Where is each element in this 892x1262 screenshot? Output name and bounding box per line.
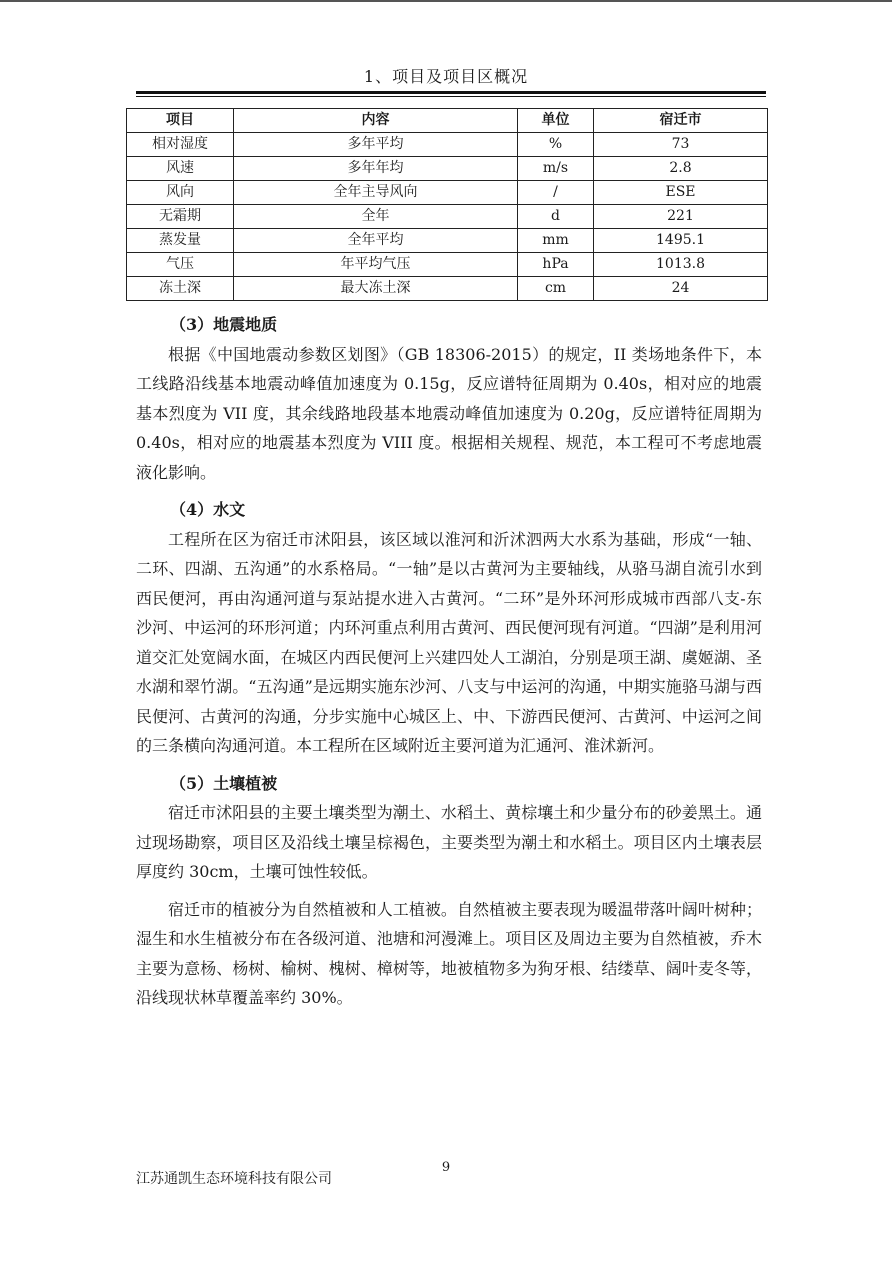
table-cell: hPa bbox=[518, 253, 594, 277]
table-cell: m/s bbox=[518, 157, 594, 181]
table-cell: 无霜期 bbox=[127, 205, 234, 229]
table-cell: mm bbox=[518, 229, 594, 253]
table-cell: / bbox=[518, 181, 594, 205]
running-header-title: 1、项目及项目区概况 bbox=[363, 67, 529, 86]
table-row bbox=[127, 205, 768, 229]
table-row bbox=[127, 253, 768, 277]
paragraph-seismic: 根据《中国地震动参数区划图》（GB 18306-2015）的规定，II 类场地条件下，本工线路沿线基本地震动峰值加速度为 0.15g，反应谱特征周期为 0.40s，相对应的地震基本烈度为 VII 度，其余线路地段基本地震动峰值加速度为 0.20g，反应谱特征周期为 0.40s，相对应的地震基本烈度为 VIII 度。根据相关规程、规范，本工程可不考虑地震液化影响。 bbox=[136, 344, 762, 482]
table-cell: 气压 bbox=[127, 253, 234, 277]
table-cell: 年平均气压 bbox=[234, 253, 518, 277]
table-cell: ESE bbox=[594, 181, 768, 205]
table-header-cell: 宿迁市 bbox=[594, 109, 768, 133]
table-cell: 221 bbox=[594, 205, 768, 229]
table-cell: 73 bbox=[594, 133, 768, 157]
page-number: 9 bbox=[441, 1160, 451, 1175]
table-cell: 全年 bbox=[234, 205, 518, 229]
header-rule-thick bbox=[136, 91, 766, 94]
table-header-cell: 项目 bbox=[127, 109, 234, 133]
table-cell: 1013.8 bbox=[594, 253, 768, 277]
table-cell: 24 bbox=[594, 277, 768, 301]
body-content bbox=[136, 310, 762, 1013]
table-row bbox=[127, 277, 768, 301]
table-cell: 冻土深 bbox=[127, 277, 234, 301]
table-cell: 1495.1 bbox=[594, 229, 768, 253]
table-cell: cm bbox=[518, 277, 594, 301]
paragraph-hydrology: 工程所在区为宿迁市沭阳县，该区域以淮河和沂沭泗两大水系为基础，形成“一轴、二环、四湖、五沟通”的水系格局。“一轴”是以古黄河为主要轴线，从骆马湖自流引水到西民便河，再由沟通河道与泵站提水进入古黄河。“二环”是外环河形成城市西部八支-东沙河、中运河的环形河道；内环河重点利用古黄河、西民便河现有河道。“四湖”是利用河道交汇处宽阔水面，在城区内西民便河上兴建四处人工湖泊，分别是项王湖、虞姬湖、圣水湖和翠竹湖。“五沟通”是远期实施东沙河、八支与中运河的沟通，中期实施骆马湖与西民便河、古黄河的沟通，分步实施中心城区上、中、下游西民便河、古黄河、中运河之间的三条横向沟通河道。本工程所在区域附近主要河道为汇通河、淮沭新河。 bbox=[136, 529, 762, 755]
table-cell: 最大冻土深 bbox=[234, 277, 518, 301]
table-cell: % bbox=[518, 133, 594, 157]
table-cell: 2.8 bbox=[594, 157, 768, 181]
table-row bbox=[127, 181, 768, 205]
table-cell: 多年平均 bbox=[234, 133, 518, 157]
footer-company-name: 江苏通凯生态环境科技有限公司 bbox=[136, 1171, 332, 1187]
section-heading-seismic: （3）地震地质 bbox=[170, 315, 278, 334]
table-cell: 全年平均 bbox=[234, 229, 518, 253]
climate-table bbox=[126, 108, 768, 301]
table-cell: 多年年均 bbox=[234, 157, 518, 181]
table-cell: 风速 bbox=[127, 157, 234, 181]
table-row bbox=[127, 133, 768, 157]
table-row bbox=[127, 229, 768, 253]
page-top-border bbox=[0, 0, 892, 2]
table-header-cell: 内容 bbox=[234, 109, 518, 133]
paragraph-vegetation: 宿迁市的植被分为自然植被和人工植被。自然植被主要表现为暖温带落叶阔叶树种；湿生和水生植被分布在各级河道、池塘和河漫滩上。项目区及周边主要为自然植被，乔木主要为意杨、杨树、榆树、槐树、樟树等，地被植物多为狗牙根、结缕草、阔叶麦冬等，沿线现状林草覆盖率约 30%。 bbox=[136, 899, 762, 1007]
table-header-cell: 单位 bbox=[518, 109, 594, 133]
table-cell: 相对湿度 bbox=[127, 133, 234, 157]
section-heading-soil-vegetation: （5）土壤植被 bbox=[170, 773, 278, 793]
table-cell: 全年主导风向 bbox=[234, 181, 518, 205]
table-cell: 风向 bbox=[127, 181, 234, 205]
table-cell: d bbox=[518, 205, 594, 229]
table-cell: 蒸发量 bbox=[127, 229, 234, 253]
section-heading-hydrology: （4）水文 bbox=[170, 500, 246, 519]
table-header-row bbox=[127, 109, 768, 133]
header-rule-thin bbox=[136, 96, 766, 97]
paragraph-soil: 宿迁市沭阳县的主要土壤类型为潮土、水稻土、黄棕壤土和少量分布的砂姜黑土。通过现场勘察，项目区及沿线土壤呈棕褐色，主要类型为潮土和水稻土。项目区内土壤表层厚度约 30cm，土壤可蚀性较低。 bbox=[136, 803, 762, 881]
table-row bbox=[127, 157, 768, 181]
